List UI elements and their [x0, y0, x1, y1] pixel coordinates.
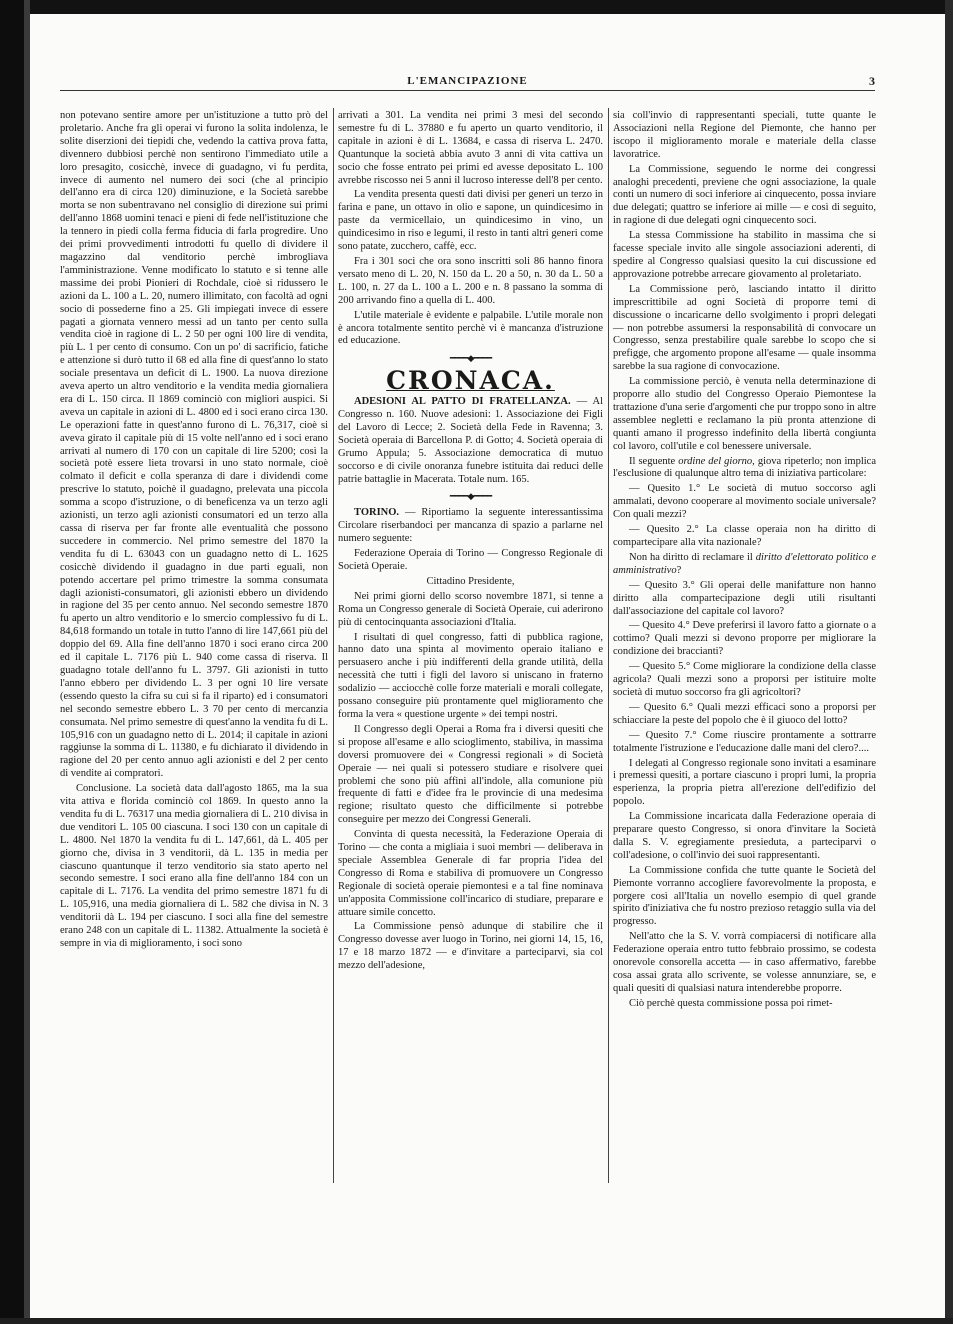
column-rule-1 — [333, 108, 334, 1183]
torino-paragraph — [338, 507, 603, 546]
adesioni-heading: ADESIONI AL PATTO DI FRATELLANZA. — [354, 396, 571, 408]
quesito-2-follow — [613, 552, 876, 578]
quesito-7: — Quesito 7.° Come riuscire prontamente a sottrarre totalmente l'istruzione e l'educazione dalle mani del clero?.... — [613, 729, 876, 754]
paragraph: Nell'atto che la S. V. vorrà compiacersi di notificare alla Federazione operaia entro tutto febbraio prossimo, se codesta onorevole consorella accetta — in caso affermativo, farebbe cosa assai grata allo scrivente, se volesse annunziare, se, e quali quesiti di qualsiasi natura intenderebbe proporre. — [613, 931, 876, 994]
paragraph: Fra i 301 soci che ora sono inscritti soli 86 hanno finora versato meno di L. 20, N. 150 da L. 20 a 50, n. 30 da L. 50 a L. 100, n. 27 da L. 100 a L. 200 e n. 8 passano la somma di 200 arrivando fino a quella di L. 400. — [338, 255, 603, 306]
quesito-3: — Quesito 3.° Gli operai delle manifatture non hanno diritto alla compartecipazione degli utili risultanti dall'associazione del capitale col lavoro? — [613, 579, 876, 617]
paragraph: La stessa Commissione ha stabilito in massima che si facesse speciale invito alle singole associazioni aderenti, di spedire al Congresso qualsiasi quesito la cui discussione ed approvazione potrebbe arrecare giovamento al proletariato. — [613, 230, 876, 280]
section-divider: ━━━━◆━━━━ — [449, 353, 492, 364]
paragraph: Nei primi giorni dello scorso novembre 1871, si tenne a Roma un Congresso generale di Società Operaie, cui aderirono più di centocinquanta associazioni d'Italia. — [338, 590, 603, 628]
torino-heading: TORINO. — [354, 507, 400, 519]
scan-border-top — [0, 0, 953, 14]
paragraph: La Commissione confida che tutte quante le Società del Piemonte vorranno accogliere favorevolmente la proposta, e porgere così all'Italia un novello esempio di quel grande spirito d'iniziativa che fu nostro prezioso retaggio sulla via del progresso. — [613, 864, 876, 928]
column-rule-2 — [608, 108, 609, 1183]
ordine-del-giorno: ordine del giorno — [678, 455, 753, 467]
quesito-5: — Quesito 5.° Come migliorare la condizione della classe agricola? Quali mezzi sono a proporsi per istituire molte società di mutuo soccorso fra gli agricoltori? — [613, 661, 876, 698]
text-run: ? — [676, 564, 682, 576]
salutation: Cittadino Presidente, — [426, 575, 515, 587]
quesito-4: — Quesito 4.° Deve preferirsi il lavoro fatto a giornate o a cottimo? Quali mezzi si devono proporre per migliorare la condizione dei braccianti? — [613, 620, 876, 658]
page-number: 3 — [869, 74, 875, 88]
quesito-1: — Quesito 1.° Le società di mutuo soccorso agli ammalati, devono cooperare al movimento sociale universale? Con quali mezzi? — [613, 483, 876, 521]
paragraph: I risultati di quel congresso, fatti di pubblica ragione, hanno dato una spinta al movimento operaio italiano e persuasero anche i più indifferenti della grande utilità, della necessità che tutti i figli del lavoro si uniscano in fraterno sodalizio — acciocchè colle forze materiali e morali collegate, possano conseguire più prontamente quel miglioramento che forma la vera « questione urgente » dei tempi nostri. — [338, 631, 603, 720]
column-2 — [338, 110, 603, 975]
quesito-6: — Quesito 6.° Quali mezzi efficaci sono a proporsi per schiacciare la peste del popolo che è il giuoco del lotto? — [613, 701, 876, 726]
scan-border-bottom — [0, 1318, 953, 1324]
section-divider: ━━━━◆━━━━ — [449, 491, 492, 502]
newspaper-title: L'EMANCIPAZIONE — [407, 75, 528, 87]
paragraph: arrivati a 301. La vendita nei primi 3 mesi del secondo semestre fu di L. 37880 e fu aperto un quarto venditorio, il capitale in azioni è di L. 13684, e cassa di riserva L. 2470. Quantunque la società abbia avuto 3 anni di vita cattiva un socio che fosse entrato pei primi ed avesse depositato L. 100 avrebbe riscosso nei 5 anni il lucroso interesse dell'8 per cento. — [338, 110, 603, 186]
paragraph: Il Congresso degli Operai a Roma fra i diversi quesiti che si propose all'esame e allo scioglimento, stabiliva, in massima doversi promuovere dei « Congressi regionali » di Società Operaie — nei quali si potessero studiare e risolvere quei problemi che sono più affini all'indole, alla comunione più frequente di fatti e d'idee fra le provincie di una medesima regione; risultato questo che difficilmente si potrebbe conseguire per mezzo dei Congressi Generali. — [338, 723, 603, 826]
paragraph: L'utile materiale è evidente e palpabile. L'utile morale non è ancora totalmente sentito perchè vi è mancanza d'istruzione ed educazione. — [338, 309, 603, 347]
paragraph: La commissione perciò, è venuta nella determinazione di proporre allo studio del Congresso Operaio Piemontese la trattazione d'una serie d'argomenti che pur troppo sono in altre assemblee negletti e reclamano la più pronta attenzione di quanti amano il progresso indefinito della libertà congiunta col lavoro, coll'utile e col benessere universale. — [613, 376, 876, 452]
paragraph: Ciò perchè questa commissione possa poi rimet- — [629, 997, 833, 1009]
paragraph: La Commissione incaricata dalla Federazione operaia di preparare questo Congresso, si onora d'invitare la Società dalla S. V. egregiamente presieduta, a parteciparvi o coll'adesione, o coll'invio dei suoi rappresentanti. — [613, 811, 876, 861]
paragraph: Convinta di questa necessità, la Federazione Operaia di Torino — che conta a migliaia i suoi membri — deliberava in speciale Assemblea Generale di far propria l'idea del Congresso di Roma e stabiliva di promuovere un Congresso Regionale di società operaie piemontesi e a tal fine nominava un'apposita Commissione coll'incarico di studiare, preparare e attuare simile concetto. — [338, 829, 603, 918]
running-header — [60, 72, 875, 91]
column-1 — [60, 110, 328, 953]
paragraph: La Commissione, seguendo le norme dei congressi analoghi precedenti, previene che ogni associazione, la quale conti un numero di soci inferiore ai cinquecento, possa inviare due delegati; quattro se inferiore ai mille — e così di seguito, in ragione di due delegati ogni cinquecento soci. — [613, 163, 876, 227]
diritto-elettorato: diritto d'elettorato politico e amministrativo — [613, 551, 876, 576]
paragraph: sia coll'invio di rappresentanti speciali, tutte quante le Associazioni nella Regione del Piemonte, che hanno per iscopo il miglioramento morale e materiale della classe lavoratrice. — [613, 110, 876, 160]
paragraph: La Commissione pensò adunque di stabilire che il Congresso dovesse aver luogo in Torino, nei giorni 14, 15, 16, 17 e 18 marzo 1872 — e d'invitare a parteciparvi, sia col mezzo dell'adesione, — [338, 921, 603, 972]
quesito-2: — Quesito 2.° La classe operaia non ha diritto di compartecipare alla vita nazionale? — [613, 524, 876, 548]
adesioni-body: — Al Congresso n. 160. Nuove adesioni: 1. Associazione dei Figli del Lavoro di Lecce; 2. Società della Fede in Ravenna; 3. Società operaia di Barcellona P. di Gotto; 4. Società operaia di Grumo Appula; 5. Associazione democratica di mutuo soccorso e di civile onoranza funebre istituita dai reduci delle patrie battaglie in Macerata. Totale num. 165. — [338, 396, 604, 485]
text-run: Non ha diritto di reclamare il — [629, 551, 756, 563]
federazione-line: Federazione Operaia di Torino — Congresso Regionale di Società Operaie. — [338, 548, 603, 572]
section-title: CRONACA. — [386, 366, 555, 396]
torino-body: — Riportiamo la seguente interessantissima Circolare riserbandoci per mancanza di spazio a parlarne nel numero seguente: — [338, 507, 603, 545]
text-run: Il seguente — [629, 455, 679, 467]
text-run: , giova ripeterlo; non implica l'esclusione di qualunque altro tema di iniziativa particolare: — [613, 455, 876, 480]
paragraph: La vendita presenta questi dati divisi per generi un terzo in farina e pane, un ottavo in olio e sapone, un quindicesimo in paste da vermicellaio, un quindicesimo in vino, un quindicesimo in riso e legumi, il resto in tanti altri generi come sono patate, zucchero, caffè, ecc. — [338, 189, 603, 253]
scan-border-right — [945, 0, 953, 1324]
paragraph — [613, 456, 876, 482]
paragraph: Conclusione. La società data dall'agosto 1865, ma la sua vita attiva e florida cominciò col 1869. In questo anno la vendita fu di L. 76317 una media giornaliera di L. 210 divisa in due venditori L. 105 00 ciascuna. I soci 130 con un capitale di L. 4800. Nel 1870 la vendita fu di L. 147,661, dà L. 405 per giorno che, divisa in 3 venditorii, dà L. 135 in media per ciascuno quantunque il terzo venditorio sia stato aperto nel secondo semestre. I soci erano alla fine dell'anno 184 con un capitale di L. 7176. La vendita del primo semestre 1871 fu di L. 105,916, una media giornaliera di L. 582 che divisa in N. 3 venditorii dà L. 194 per ciascuno. I soci alla fine del semestre erano 248 con un capitale di L. 11382. Attualmente la società è sempre in via di miglioramento, i soci sono — [60, 783, 328, 949]
column-3 — [613, 110, 876, 1013]
paragraph: non potevano sentire amore per un'istituzione a tutto prò del proletario. Anche fra gli operai vi furono la solita indolenza, le solite diserzioni dei tiepidi che, vedendo la cattiva prova fatta, divennero dubbiosi perchè non sentirono l'immediato utile a loro presagito, cosicchè, invece di guadagno, vi fu perdita, invece di aumento nel numero dei soci (che al principio dell'anno era di circa 120) diminuzione, e la Società sarebbe morta se non subentravano nel consiglio di direzione sui primi dell'anno 1868 uomini tenaci e pieni di fede nell'istituzione che la tennero in piedi colla ferma fiducia di farla progredire. Uno dei primi provvedimenti introdotti fu quello di dividere il magazzino dal venditorio perchè imbrogliava l'amministrazione. Venne modificato lo statuto e si tenne alle massime dei probi Pionieri di Rochdale, cioè si ridussero le azioni da L. 100 a L. 20, numero illimitato, con facoltà ad ogni socio di possederne fino a 25. Gli impiegati invece di essere pagati a giornata vennero messi ad un tanto per cento sulla vendita cioè in ragione di L. 2 50 per ogni 100 lire di vendita, più L. 1 per cento di consumo. Con un po' di sacrificio, fatiche e attenzione si durò tutto il 68 ed alla fine di quest'anno lo stato sociale presentava un deficit di L. 1900. La nuova direzione aveva aperto un altro venditorio e la vendita media giornaliera era di L. 150 circa. Il 1869 cominciò con migliori auspici. Si aveva un capitale in azioni di L. 4800 ed i soci erano circa 130. Le operazioni fatte in quest'anno furono di L. 76,317, cioè si aveva girato il capitale più di 15 volte nell'anno ed i soci erano arrivati al numero di 170 con un capitale di lire 5200; così la società potè essere lieta trovarsi in uno stato normale, cioè colmato il deficit e colla speranza di dare i dividendi come prescrive lo statuto, poichè il guadagno, prelevata una piccola somma a scopo d'istruzione, o di beneficenza va un terzo agli azionisti, un terzo agli azionisti consumatori ed un terzo alla cassa di riserva per far fronte alle eventualità che possono succedere in commercio. Nel primo semestre del 1870 la vendita fu di L. 63043 con un guadagno netto di L. 1625 cosicchè dividendo il guadagno in due parti eguali, non potendo accertare pel primo trimestre la somma consumata dagli azionisti-consumatori, gli azionisti ebbero un dividendo in ragione del 35 per cento annuo. Nel secondo semestre 1870 fu aperto un altro venditorio e lo smercio complessivo fu di L. 84,618 formando un totale in tutto l'anno di lire 147,661 più del doppio del 69. Alla fine dell'anno 1870 i soci erano circa 200 ed il capitale L. 7176 più L. 940 come cassa di riserva. Il guadagno totale dell'anno fu L. 3797. Gli azionisti in tutto l'anno ebbero per dividendo L. 3 per ogni 10 lire versate (essendo questo la cifra su cui si fa il riparto) ed i consumatori nel secondo semestre ebbero L. 3 70 per cento di mercanzia consumata. Nel primo semestre di quest'anno la vendita fu di L. 105,916 con un guadagno netto di L. 2014; il capitale in azioni raggiunse la somma di L. 11380, e fu dichiarato il dividendo in ragione del 20 per cento annuo agli azionisti e del 2 per cento di vendite ai compratori. — [60, 110, 328, 780]
scan-border-left-shadow — [24, 0, 30, 1324]
adesioni-paragraph — [338, 396, 603, 486]
scan-border-left — [0, 0, 24, 1324]
paragraph: La Commissione però, lasciando intatto il diritto imprescrittibile ad ogni Società di proporre temi di discussione o incaricarne dello svolgimento i propri delegati — non potrebbe assumersi la responsabilità di convocare un Congresso, senza prestabilire quale sarebbe lo scopo che si prefigge, che argomento propone all'esame — quale insomma sarebbe la sua ragione di convocazione. — [613, 283, 876, 373]
paragraph: I delegati al Congresso regionale sono invitati a esaminare i premessi quesiti, a portare ciascuno i propri lumi, la propria esperienza, la propria pietra all'erezione dell'edifizio del popolo. — [613, 757, 876, 808]
